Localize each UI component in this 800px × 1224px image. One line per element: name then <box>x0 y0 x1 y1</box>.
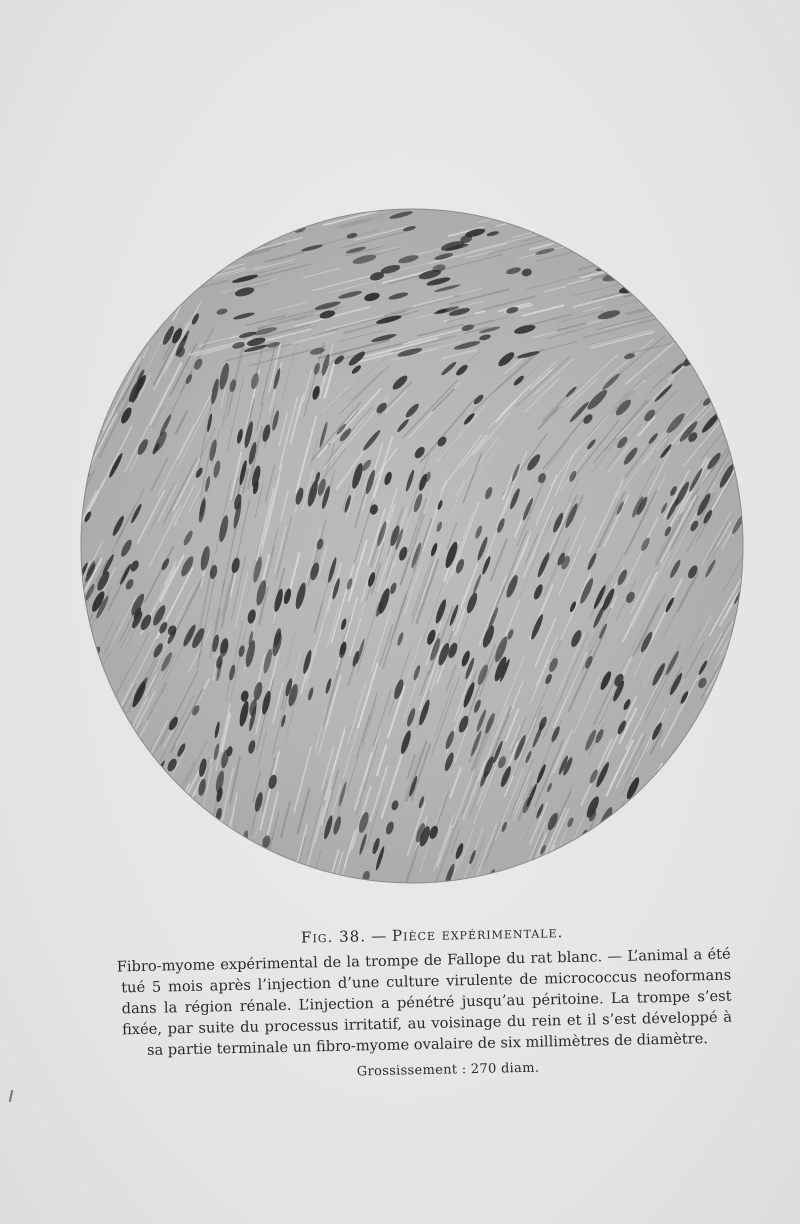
micrograph-circle-icon <box>80 208 744 884</box>
micrograph-plate <box>80 208 744 884</box>
figure-number: Fig. 38. <box>300 927 367 947</box>
caption-text: Fibro-myome expérimental de la trompe de Fallope du rat blanc. — L’animal a été tué 5 mois après l’injection d’une culture virulente de micrococcus neoformans dans la région rénale. L’injection a pénétré jusqu’au péritoine. La trompe s’est fixée, par suite du processus irritatif, au voisinage du rein et il s’est développé à sa partie terminale un fibro-myome ovalaire de six millimètres de diamètre. <box>116 945 733 1059</box>
magnification-label: Grossissement : 270 diam. <box>356 1060 540 1080</box>
title-separator: — <box>371 926 387 946</box>
margin-mark <box>9 1090 13 1102</box>
figure-caption <box>116 920 733 1085</box>
figure-title-text: Pièce expérimentale. <box>391 923 564 945</box>
